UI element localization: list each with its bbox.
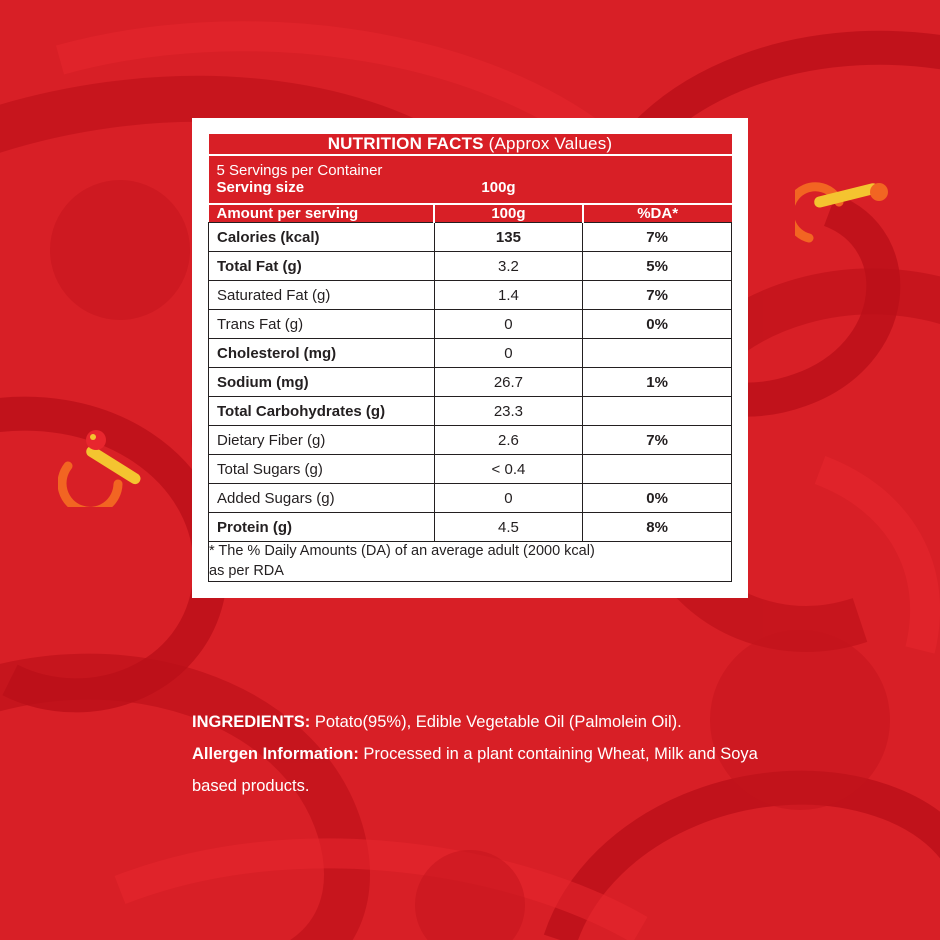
column-header-row — [209, 204, 732, 223]
column-header-amount: Amount per serving — [209, 204, 435, 223]
nutrient-amount: < 0.4 — [434, 455, 583, 484]
nutrient-name: Added Sugars (g) — [209, 484, 435, 513]
lollipop-decoration-left — [58, 422, 158, 512]
allergen-label: Allergen Information: — [192, 745, 359, 764]
table-row — [209, 310, 732, 339]
nutrient-name: Protein (g) — [209, 513, 435, 542]
nutrient-amount: 135 — [434, 223, 583, 252]
nutrient-dv: 0% — [583, 484, 732, 513]
nutrition-facts-table — [208, 134, 732, 582]
nutrient-dv: 8% — [583, 513, 732, 542]
nutrient-amount: 1.4 — [434, 281, 583, 310]
nutrient-dv: 7% — [583, 426, 732, 455]
table-row — [209, 339, 732, 368]
nutrient-dv: 1% — [583, 368, 732, 397]
nutrition-facts-card — [192, 118, 748, 598]
nutrition-title-bold: NUTRITION FACTS — [327, 134, 484, 153]
nutrient-amount: 0 — [434, 310, 583, 339]
ingredients-block — [192, 706, 792, 803]
table-row — [209, 281, 732, 310]
footnote-row — [209, 542, 732, 582]
nutrient-name: Sodium (mg) — [209, 368, 435, 397]
nutrient-name: Total Fat (g) — [209, 252, 435, 281]
nutrition-title-row — [209, 134, 732, 155]
serving-info — [209, 155, 732, 204]
table-row — [209, 252, 732, 281]
nutrient-dv: 7% — [583, 281, 732, 310]
nutrient-dv: 5% — [583, 252, 732, 281]
nutrient-amount: 2.6 — [434, 426, 583, 455]
nutrient-amount: 26.7 — [434, 368, 583, 397]
column-header-serving: 100g — [434, 204, 583, 223]
table-row — [209, 397, 732, 426]
footnote — [209, 542, 732, 582]
nutrient-name: Trans Fat (g) — [209, 310, 435, 339]
nutrient-dv — [583, 339, 732, 368]
ingredients-label: INGREDIENTS: — [192, 713, 311, 731]
allergen-line — [192, 738, 792, 802]
footnote-line-2: as per RDA — [209, 562, 284, 579]
footnote-line-1: * The % Daily Amounts (DA) of an average adult (2000 kcal) — [209, 543, 595, 559]
nutrient-dv: 7% — [583, 223, 732, 252]
nutrient-amount: 4.5 — [434, 513, 583, 542]
lollipop-icon — [795, 180, 895, 260]
ingredients-line — [192, 706, 792, 738]
nutrient-amount: 0 — [434, 339, 583, 368]
column-header-dv: %DA* — [583, 204, 732, 223]
allergen-text: Processed in a plant containing Wheat, Milk and Soya based products. — [192, 745, 758, 796]
nutrient-dv: 0% — [583, 310, 732, 339]
ingredients-text: Potato(95%), Edible Vegetable Oil (Palmolein Oil). — [310, 713, 682, 731]
nutrient-name: Calories (kcal) — [209, 223, 435, 252]
nutrient-amount: 23.3 — [434, 397, 583, 426]
nutrient-amount: 0 — [434, 484, 583, 513]
serving-size-value: 100g — [481, 179, 516, 196]
lollipop-icon — [58, 422, 158, 507]
servings-per-container: 5 Servings per Container — [216, 162, 383, 179]
nutrient-dv — [583, 397, 732, 426]
nutrient-name: Total Carbohydrates (g) — [209, 397, 435, 426]
nutrition-title — [209, 134, 732, 155]
nutrient-name: Dietary Fiber (g) — [209, 426, 435, 455]
table-row — [209, 223, 732, 252]
serving-size-label: Serving size — [216, 179, 305, 196]
table-row — [209, 513, 732, 542]
table-row — [209, 426, 732, 455]
nutrition-title-light: (Approx Values) — [488, 134, 613, 153]
table-row — [209, 484, 732, 513]
nutrient-name: Cholesterol (mg) — [209, 339, 435, 368]
nutrient-dv — [583, 455, 732, 484]
table-row — [209, 368, 732, 397]
nutrient-amount: 3.2 — [434, 252, 583, 281]
table-row — [209, 455, 732, 484]
serving-info-row — [209, 155, 732, 204]
nutrient-name: Total Sugars (g) — [209, 455, 435, 484]
lollipop-decoration-top-right — [795, 180, 895, 265]
nutrient-name: Saturated Fat (g) — [209, 281, 435, 310]
